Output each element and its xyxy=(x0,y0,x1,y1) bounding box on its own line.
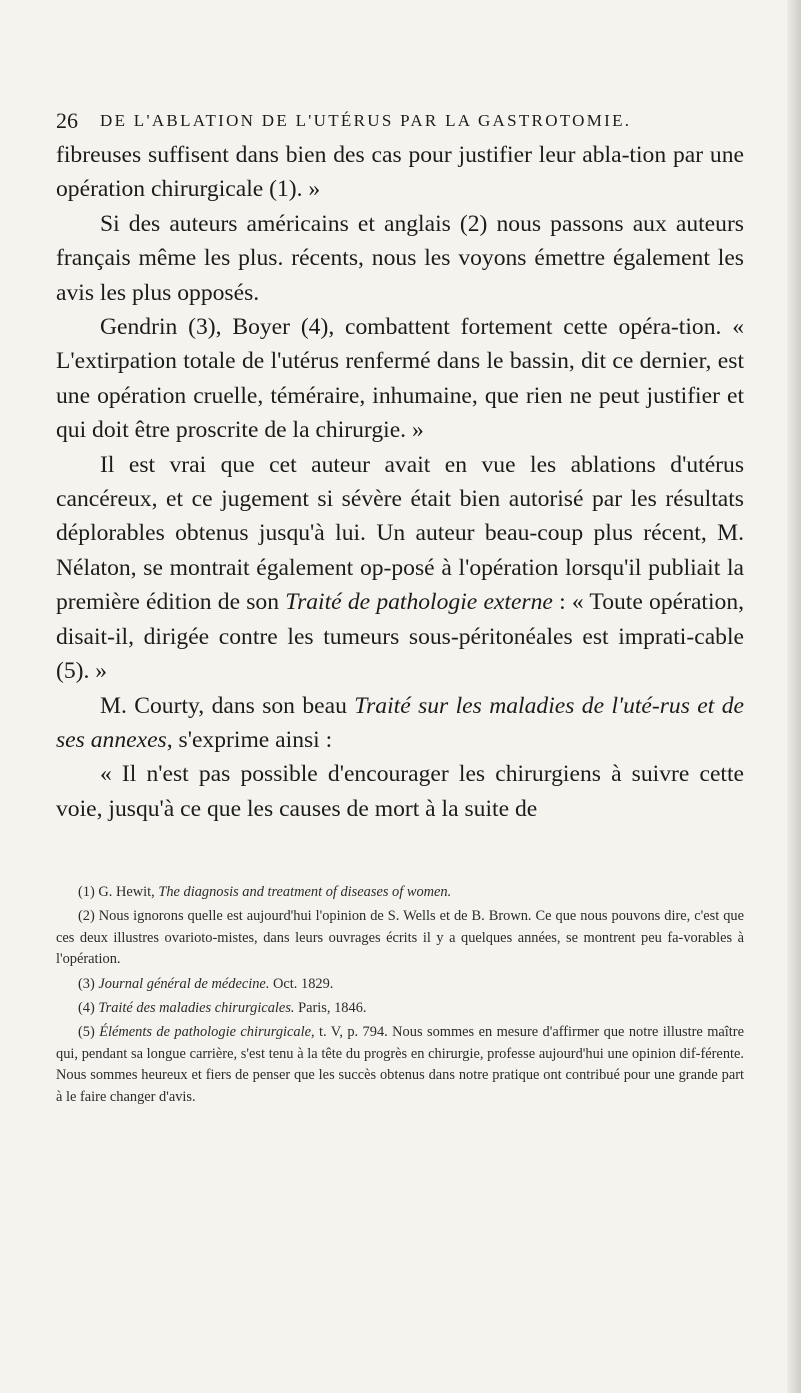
main-text xyxy=(56,138,744,826)
book-title-courty: Traité sur les maladies de l'uté-rus et de ses annexes xyxy=(56,692,744,753)
footnote-5 xyxy=(56,1022,744,1108)
footnotes xyxy=(56,882,744,1111)
footnote-3-title: Journal général de médecine. xyxy=(98,975,270,992)
book-title-nelaton: Traité de pathologie externe xyxy=(285,589,553,616)
paragraph-5-text-b: , s'exprime ainsi : xyxy=(166,726,333,753)
footnote-1 xyxy=(56,882,744,903)
paragraph-4-text-a: Il est vrai que cet auteur avait en vue les ablations d'utérus cancéreux, et ce jugement si sévère était bien autorisé par les résultats déplorables obtenus jusqu'à lui. Un auteur beau-coup plus récent, M. Nélaton, se montrait également op-posé à l'opération lorsqu'il publiait la première édition de son xyxy=(56,451,744,616)
footnote-4-num: (4) xyxy=(78,1000,99,1017)
page-header xyxy=(56,108,746,138)
running-head: DE L'ABLATION DE L'UTÉRUS PAR LA GASTROTOMIE. xyxy=(100,111,632,130)
paragraph-2: Si des auteurs américains et anglais (2) nous passons aux auteurs français même les plus. récents, nous les voyons émettre également les avis les plus opposés. xyxy=(56,210,744,306)
footnote-4-title: Traité des maladies chirurgicales. xyxy=(98,1000,295,1017)
page-edge-shadow xyxy=(787,0,801,1393)
footnote-5-num: (5) xyxy=(78,1024,100,1041)
footnote-3 xyxy=(56,974,744,995)
paragraph-1: fibreuses suffisent dans bien des cas pour justifier leur abla-tion par une opération chirurgicale (1). » xyxy=(56,142,744,203)
paragraph-6: « Il n'est pas possible d'encourager les chirurgiens à suivre cette voie, jusqu'à ce que les causes de mort à la suite de xyxy=(56,761,744,822)
paragraph-5-text-a: M. Courty, dans son beau xyxy=(100,692,355,719)
footnote-1-text: (1) G. Hewit, xyxy=(78,884,159,900)
footnote-5-text: t. V, p. 794. Nous sommes en mesure d'affirmer que notre illustre maître qui, pendant sa longue carrière, s'est tenu à la tête du progrès en chirurgie, professe aujourd'hui une opinion dif-férente. Nous sommes heureux et fiers de penser que les succès obtenus dans notre pratique ont contribué pour une grande part à le faire changer d'avis. xyxy=(56,1024,744,1105)
footnote-4-text: Paris, 1846. xyxy=(294,1000,367,1017)
footnote-4 xyxy=(56,998,744,1019)
footnote-3-num: (3) xyxy=(78,975,99,992)
page-number: 26 xyxy=(56,108,78,133)
paragraph-4 xyxy=(56,448,744,689)
paragraph-4-text-b: : « Toute opération, disait-il, dirigée contre les tumeurs sous-péritonéales est imprati-cable (5). » xyxy=(56,589,745,685)
paragraph-5 xyxy=(56,689,744,758)
footnote-5-title: Éléments de pathologie chirurgicale, xyxy=(99,1024,315,1041)
footnote-2: (2) Nous ignorons quelle est aujourd'hui l'opinion de S. Wells et de B. Brown. Ce que nous pouvons dire, c'est que ces deux illustres ovarioto-mistes, dans leurs ouvrages écrits il y a quelques années, se montrent peu fa-vorables à l'opération. xyxy=(56,908,744,968)
footnote-3-text: Oct. 1829. xyxy=(269,975,334,992)
footnote-1-title: The diagnosis and treatment of diseases of women. xyxy=(158,884,452,900)
paragraph-3: Gendrin (3), Boyer (4), combattent fortement cette opéra-tion. « L'extirpation totale de l'utérus renfermé dans le bassin, dit ce dernier, est une opération cruelle, téméraire, inhumaine, que rien ne peut justifier et qui doit être proscrite de la chirurgie. » xyxy=(56,314,744,444)
